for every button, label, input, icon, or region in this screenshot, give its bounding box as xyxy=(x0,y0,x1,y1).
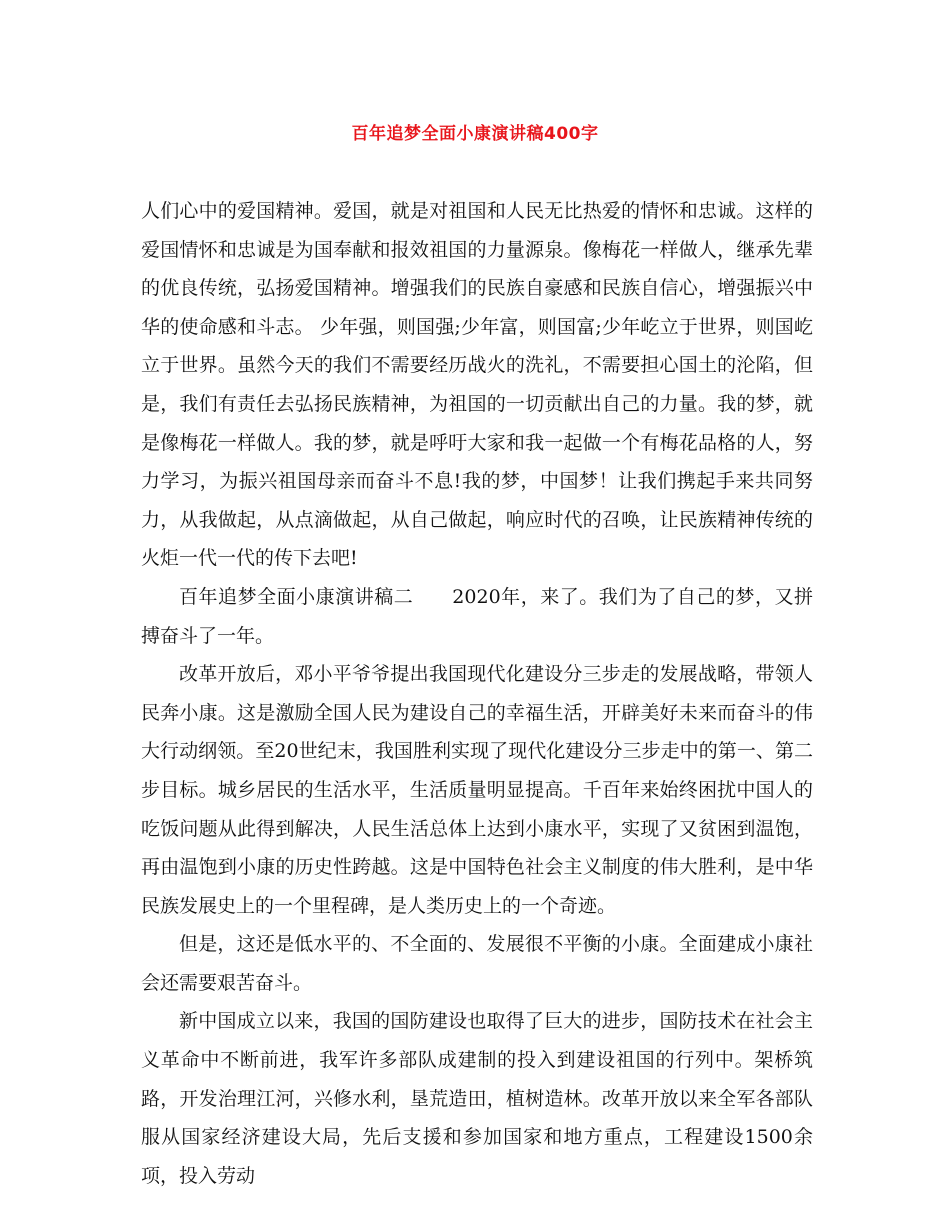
paragraph-1: 人们心中的爱国精神。爱国，就是对祖国和人民无比热爱的情怀和忠诚。这样的爱国情怀和忠诚是为国奉献和报效祖国的力量源泉。像梅花一样做人，继承先辈的优良传统，弘扬爱国精神。增强我们的民族自豪感和民族自信心，增强振兴中华的使命感和斗志。 少年强，则国强;少年富，则国富;少年屹立于世界，则国屹立于世界。虽然今天的我们不需要经历战火的洗礼，不需要担心国土的沦陷，但是，我们有责任去弘扬民族精神，为祖国的一切贡献出自己的力量。我的梦，就是像梅花一样做人。我的梦，就是呼吁大家和我一起做一个有梅花品格的人，努力学习，为振兴祖国母亲而奋斗不息!我的梦，中国梦！让我们携起手来共同努力，从我做起，从点滴做起，从自己做起，响应时代的召唤，让民族精神传统的火炬一代一代的传下去吧! xyxy=(141,200,813,570)
document-body xyxy=(141,192,813,1195)
paragraph-3: 改革开放后，邓小平爷爷提出我国现代化建设分三步走的发展战略，带领人民奔小康。这是激励全国人民为建设自己的幸福生活，开辟美好未来而奋斗的伟大行动纲领。至20世纪末，我国胜利实现了现代化建设分三步走中的第一、第二步目标。城乡居民的生活水平，生活质量明显提高。千百年来始终困扰中国人的吃饭问题从此得到解决，人民生活总体上达到小康水平，实现了又贫困到温饱，再由温饱到小康的历史性跨越。这是中国特色社会主义制度的伟大胜利，是中华民族发展史上的一个里程碑，是人类历史上的一个奇迹。 xyxy=(141,663,813,917)
document-title: 百年追梦全面小康演讲稿400字 xyxy=(351,124,599,144)
paragraph-2: 百年追梦全面小康演讲稿二 2020年，来了。我们为了自己的梦，又拼搏奋斗了一年。 xyxy=(141,585,813,647)
paragraph-5: 新中国成立以来，我国的国防建设也取得了巨大的进步，国防技术在社会主义革命中不断前进，我军许多部队成建制的投入到建设祖国的行列中。架桥筑路，开发治理江河，兴修水利，垦荒造田，植树造林。改革开放以来全军各部队服从国家经济建设大局，先后支援和参加国家和地方重点，工程建设1500余项，投入劳动 xyxy=(141,1010,813,1187)
paragraph-4: 但是，这还是低水平的、不全面的、发展很不平衡的小康。全面建成小康社会还需要艰苦奋斗。 xyxy=(141,933,813,994)
